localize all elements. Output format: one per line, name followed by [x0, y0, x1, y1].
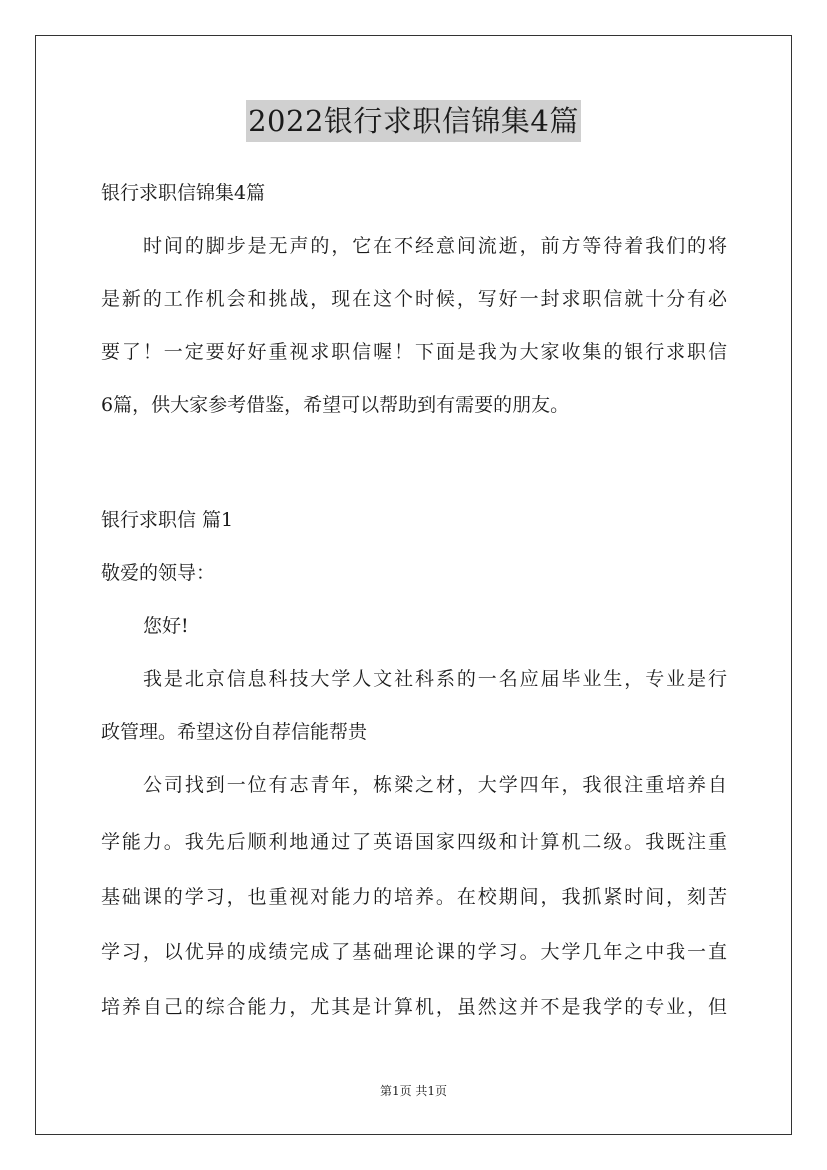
salutation: 敬爱的领导：	[101, 562, 216, 584]
body-line-5: 基础课的学习，也重视对能力的培养。在校期间，我抓紧时间，刻苦	[101, 886, 727, 908]
intro-line-2: 是新的工作机会和挑战，现在这个时候，写好一封求职信就十分有必	[101, 288, 727, 310]
title-wrap	[0, 100, 827, 142]
subtitle: 银行求职信锦集4篇	[101, 182, 266, 204]
body-line-1: 我是北京信息科技大学人文社科系的一名应届毕业生，专业是行	[143, 668, 727, 690]
page-footer: 第1页 共1页	[379, 1084, 448, 1098]
greeting: 您好!	[143, 615, 189, 637]
body-line-6: 学习，以优异的成绩完成了基础理论课的学习。大学几年之中我一直	[101, 941, 727, 963]
body-line-2: 政管理。希望这份自荐信能帮贵	[101, 721, 368, 743]
document-title: 2022银行求职信锦集4篇	[246, 100, 581, 142]
body-line-3: 公司找到一位有志青年，栋梁之材，大学四年，我很注重培养自	[143, 774, 727, 796]
body-line-4: 学能力。我先后顺利地通过了英语国家四级和计算机二级。我既注重	[101, 831, 727, 853]
intro-line-3: 要了！一定要好好重视求职信喔！下面是我为大家收集的银行求职信	[101, 341, 727, 363]
body-line-7: 培养自己的综合能力，尤其是计算机，虽然这并不是我学的专业，但	[101, 996, 727, 1018]
section-heading: 银行求职信 篇1	[101, 509, 234, 531]
intro-line-1: 时间的脚步是无声的，它在不经意间流逝，前方等待着我们的将	[143, 235, 727, 257]
intro-line-4: 6篇，供大家参考借鉴，希望可以帮助到有需要的朋友。	[101, 394, 570, 416]
